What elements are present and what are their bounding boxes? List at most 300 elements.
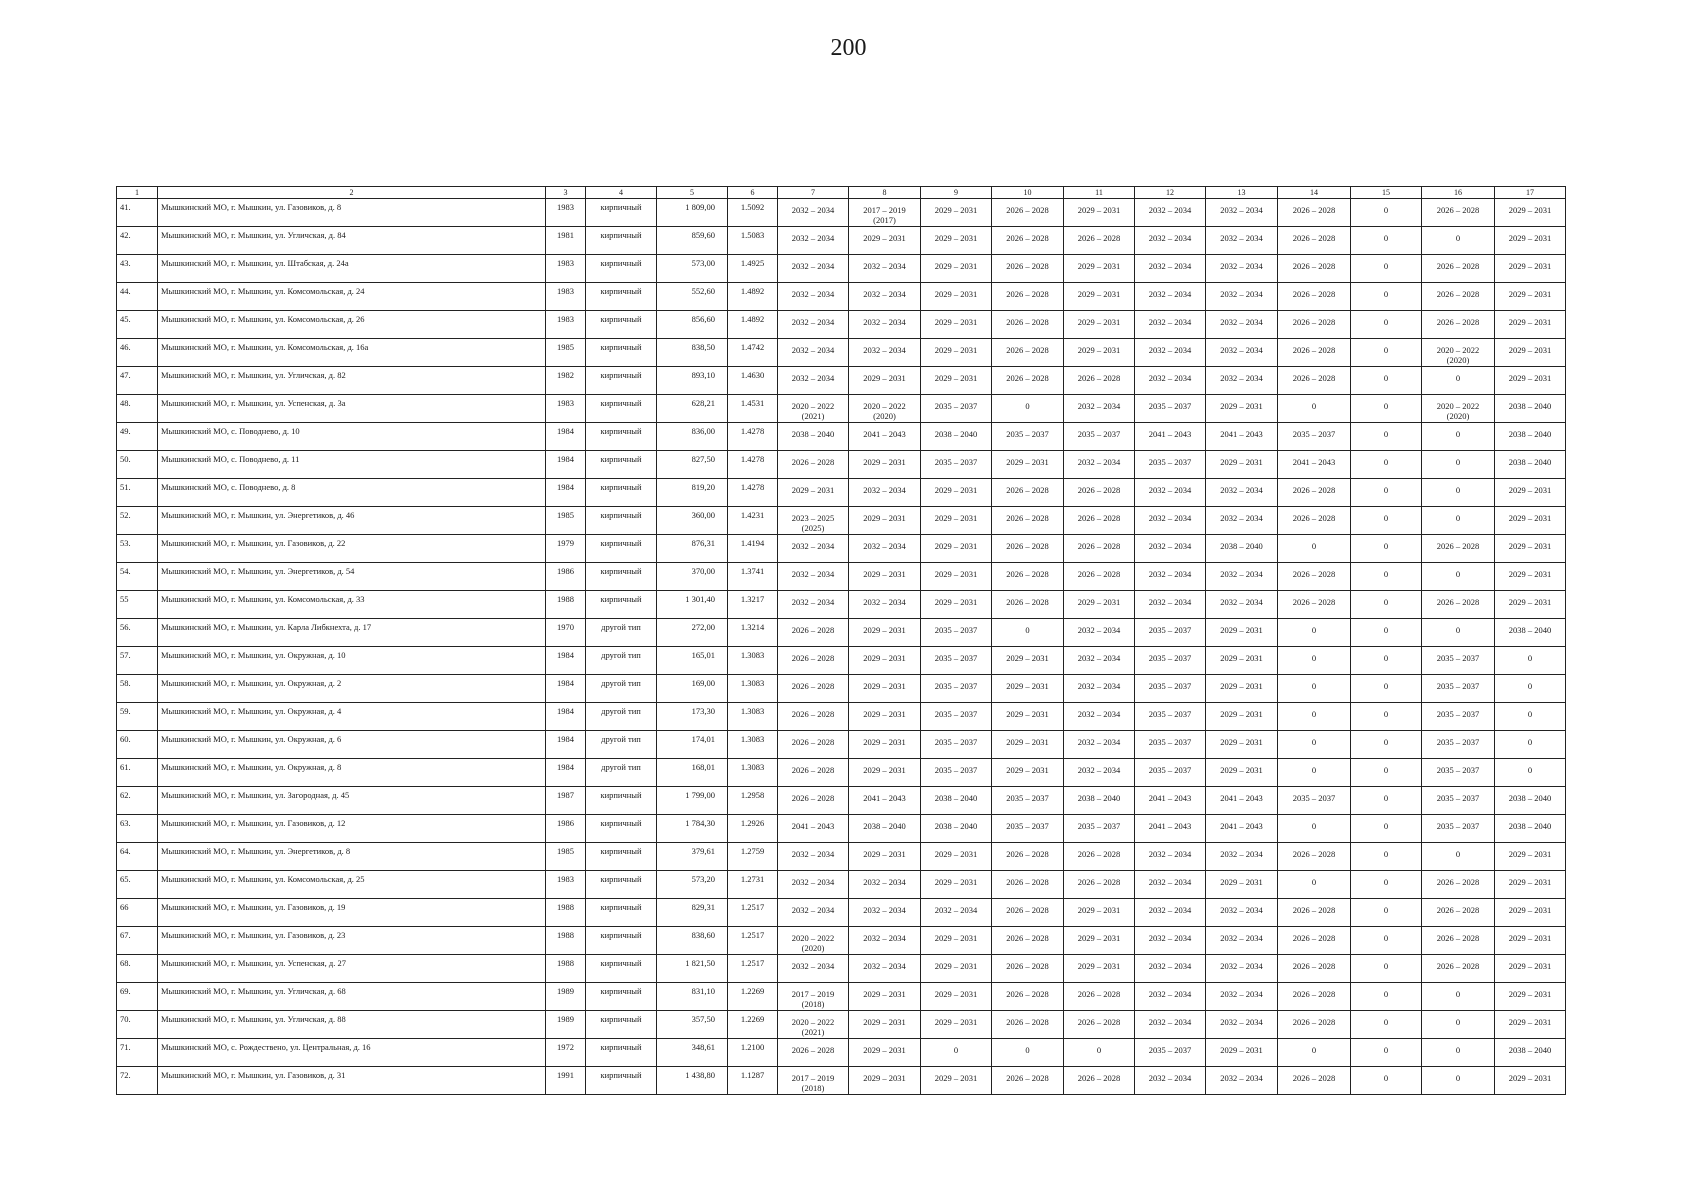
wall-material-cell: кирпичный [586, 1011, 657, 1039]
period-cell-col-14: 0 [1278, 675, 1351, 703]
period-cell-col-14: 2041 – 2043 [1278, 451, 1351, 479]
period-cell-col-11: 2026 – 2028 [1064, 983, 1135, 1011]
area-cell: 168,01 [657, 759, 728, 787]
column-number-17: 17 [1495, 187, 1566, 199]
table-row [117, 255, 1566, 283]
period-cell-col-15: 0 [1351, 955, 1422, 983]
area-cell: 838,50 [657, 339, 728, 367]
period-cell-col-15: 0 [1351, 1011, 1422, 1039]
wall-material-cell: кирпичный [586, 423, 657, 451]
period-cell-col-7: 2017 – 2019 (2018) [778, 983, 849, 1011]
period-cell-col-11: 2032 – 2034 [1064, 675, 1135, 703]
period-cell-col-17: 2029 – 2031 [1495, 591, 1566, 619]
period-cell-col-15: 0 [1351, 451, 1422, 479]
period-cell-col-9: 2029 – 2031 [921, 591, 992, 619]
period-cell-col-12: 2032 – 2034 [1135, 955, 1206, 983]
period-cell-col-7: 2026 – 2028 [778, 451, 849, 479]
row-number-cell: 56. [117, 619, 158, 647]
row-number-cell: 49. [117, 423, 158, 451]
period-cell-col-7: 2032 – 2034 [778, 899, 849, 927]
period-cell-col-11: 2038 – 2040 [1064, 787, 1135, 815]
period-cell-col-16: 0 [1422, 983, 1495, 1011]
period-cell-col-16: 2026 – 2028 [1422, 871, 1495, 899]
period-cell-col-14: 0 [1278, 759, 1351, 787]
period-cell-col-9: 2029 – 2031 [921, 339, 992, 367]
period-cell-col-7: 2032 – 2034 [778, 283, 849, 311]
period-cell-col-8: 2029 – 2031 [849, 1039, 921, 1067]
period-cell-col-11: 2032 – 2034 [1064, 451, 1135, 479]
period-cell-col-7: 2026 – 2028 [778, 731, 849, 759]
period-cell-col-13: 2032 – 2034 [1206, 591, 1278, 619]
period-cell-col-14: 2026 – 2028 [1278, 899, 1351, 927]
period-cell-col-17: 2029 – 2031 [1495, 535, 1566, 563]
period-cell-col-7: 2032 – 2034 [778, 367, 849, 395]
period-cell-col-7: 2020 – 2022 (2021) [778, 395, 849, 423]
period-cell-col-8: 2032 – 2034 [849, 479, 921, 507]
period-cell-col-9: 2029 – 2031 [921, 871, 992, 899]
period-cell-col-7: 2032 – 2034 [778, 227, 849, 255]
period-cell-col-16: 2026 – 2028 [1422, 283, 1495, 311]
period-cell-col-10: 2026 – 2028 [992, 591, 1064, 619]
build-year-cell: 1983 [546, 871, 586, 899]
period-cell-col-9: 2029 – 2031 [921, 535, 992, 563]
wall-material-cell: кирпичный [586, 339, 657, 367]
period-cell-col-13: 2032 – 2034 [1206, 283, 1278, 311]
address-cell: Мышкинский МО, г. Мышкин, ул. Газовиков, д. 8 [158, 199, 546, 227]
period-cell-col-14: 2026 – 2028 [1278, 591, 1351, 619]
period-cell-col-13: 2032 – 2034 [1206, 843, 1278, 871]
period-cell-col-16: 0 [1422, 563, 1495, 591]
period-cell-col-17: 2029 – 2031 [1495, 563, 1566, 591]
period-cell-col-15: 0 [1351, 227, 1422, 255]
period-cell-col-17: 2029 – 2031 [1495, 1067, 1566, 1095]
period-cell-col-14: 2026 – 2028 [1278, 1011, 1351, 1039]
index-cell: 1.3083 [728, 703, 778, 731]
period-cell-col-10: 2029 – 2031 [992, 731, 1064, 759]
index-cell: 1.3083 [728, 647, 778, 675]
period-cell-col-14: 0 [1278, 535, 1351, 563]
period-cell-col-13: 2032 – 2034 [1206, 927, 1278, 955]
wall-material-cell: кирпичный [586, 367, 657, 395]
index-cell: 1.4892 [728, 283, 778, 311]
period-cell-col-13: 2032 – 2034 [1206, 339, 1278, 367]
table-row [117, 227, 1566, 255]
period-cell-col-10: 2026 – 2028 [992, 843, 1064, 871]
row-number-cell: 66 [117, 899, 158, 927]
index-cell: 1.4531 [728, 395, 778, 423]
period-cell-col-9: 2029 – 2031 [921, 283, 992, 311]
period-cell-col-12: 2041 – 2043 [1135, 787, 1206, 815]
period-cell-col-13: 2032 – 2034 [1206, 1067, 1278, 1095]
row-number-cell: 65. [117, 871, 158, 899]
period-cell-col-17: 0 [1495, 731, 1566, 759]
period-cell-col-10: 2026 – 2028 [992, 871, 1064, 899]
period-cell-col-12: 2032 – 2034 [1135, 591, 1206, 619]
period-cell-col-11: 2026 – 2028 [1064, 563, 1135, 591]
period-cell-col-17: 2038 – 2040 [1495, 451, 1566, 479]
period-cell-col-10: 2026 – 2028 [992, 1067, 1064, 1095]
build-year-cell: 1985 [546, 339, 586, 367]
column-number-11: 11 [1064, 187, 1135, 199]
area-cell: 272,00 [657, 619, 728, 647]
period-cell-col-16: 2035 – 2037 [1422, 675, 1495, 703]
row-number-cell: 71. [117, 1039, 158, 1067]
wall-material-cell: кирпичный [586, 815, 657, 843]
period-cell-col-16: 2026 – 2028 [1422, 899, 1495, 927]
period-cell-col-15: 0 [1351, 255, 1422, 283]
period-cell-col-13: 2032 – 2034 [1206, 1011, 1278, 1039]
period-cell-col-14: 0 [1278, 703, 1351, 731]
address-cell: Мышкинский МО, г. Мышкин, ул. Окружная, д. 6 [158, 731, 546, 759]
period-cell-col-15: 0 [1351, 1039, 1422, 1067]
period-cell-col-16: 2035 – 2037 [1422, 787, 1495, 815]
period-cell-col-12: 2032 – 2034 [1135, 507, 1206, 535]
period-cell-col-8: 2038 – 2040 [849, 815, 921, 843]
period-cell-col-8: 2029 – 2031 [849, 507, 921, 535]
address-cell: Мышкинский МО, г. Мышкин, ул. Окружная, д. 8 [158, 759, 546, 787]
period-cell-col-15: 0 [1351, 339, 1422, 367]
period-cell-col-9: 2029 – 2031 [921, 927, 992, 955]
build-year-cell: 1972 [546, 1039, 586, 1067]
period-cell-col-15: 0 [1351, 731, 1422, 759]
wall-material-cell: другой тип [586, 675, 657, 703]
address-cell: Мышкинский МО, г. Мышкин, ул. Угличская, д. 68 [158, 983, 546, 1011]
address-cell: Мышкинский МО, г. Мышкин, ул. Угличская, д. 88 [158, 1011, 546, 1039]
address-cell: Мышкинский МО, с. Поводнево, д. 8 [158, 479, 546, 507]
period-cell-col-13: 2029 – 2031 [1206, 1039, 1278, 1067]
period-cell-col-10: 2026 – 2028 [992, 283, 1064, 311]
address-cell: Мышкинский МО, г. Мышкин, ул. Окружная, д. 10 [158, 647, 546, 675]
wall-material-cell: кирпичный [586, 535, 657, 563]
address-cell: Мышкинский МО, г. Мышкин, ул. Угличская, д. 84 [158, 227, 546, 255]
area-cell: 838,60 [657, 927, 728, 955]
period-cell-col-8: 2029 – 2031 [849, 843, 921, 871]
wall-material-cell: кирпичный [586, 787, 657, 815]
address-cell: Мышкинский МО, г. Мышкин, ул. Газовиков, д. 12 [158, 815, 546, 843]
column-number-15: 15 [1351, 187, 1422, 199]
period-cell-col-15: 0 [1351, 927, 1422, 955]
column-number-10: 10 [992, 187, 1064, 199]
row-number-cell: 50. [117, 451, 158, 479]
index-cell: 1.3741 [728, 563, 778, 591]
period-cell-col-14: 2026 – 2028 [1278, 367, 1351, 395]
period-cell-col-10: 2029 – 2031 [992, 647, 1064, 675]
period-cell-col-12: 2035 – 2037 [1135, 731, 1206, 759]
period-cell-col-12: 2032 – 2034 [1135, 227, 1206, 255]
address-cell: Мышкинский МО, г. Мышкин, ул. Карла Либкнехта, д. 17 [158, 619, 546, 647]
row-number-cell: 46. [117, 339, 158, 367]
index-cell: 1.3214 [728, 619, 778, 647]
wall-material-cell: другой тип [586, 619, 657, 647]
period-cell-col-8: 2029 – 2031 [849, 675, 921, 703]
period-cell-col-12: 2035 – 2037 [1135, 451, 1206, 479]
period-cell-col-13: 2032 – 2034 [1206, 563, 1278, 591]
period-cell-col-8: 2041 – 2043 [849, 787, 921, 815]
period-cell-col-12: 2032 – 2034 [1135, 311, 1206, 339]
address-cell: Мышкинский МО, г. Мышкин, ул. Успенская, д. 27 [158, 955, 546, 983]
area-cell: 370,00 [657, 563, 728, 591]
period-cell-col-10: 2026 – 2028 [992, 367, 1064, 395]
period-cell-col-11: 2029 – 2031 [1064, 311, 1135, 339]
index-cell: 1.1287 [728, 1067, 778, 1095]
area-cell: 165,01 [657, 647, 728, 675]
period-cell-col-12: 2032 – 2034 [1135, 871, 1206, 899]
period-cell-col-16: 2035 – 2037 [1422, 759, 1495, 787]
period-cell-col-7: 2020 – 2022 (2020) [778, 927, 849, 955]
period-cell-col-13: 2029 – 2031 [1206, 675, 1278, 703]
area-cell: 1 799,00 [657, 787, 728, 815]
column-number-8: 8 [849, 187, 921, 199]
build-year-cell: 1985 [546, 507, 586, 535]
period-cell-col-10: 0 [992, 1039, 1064, 1067]
period-cell-col-8: 2029 – 2031 [849, 563, 921, 591]
period-cell-col-16: 2026 – 2028 [1422, 591, 1495, 619]
period-cell-col-16: 2026 – 2028 [1422, 311, 1495, 339]
column-number-3: 3 [546, 187, 586, 199]
table-row [117, 479, 1566, 507]
period-cell-col-9: 2038 – 2040 [921, 423, 992, 451]
address-cell: Мышкинский МО, г. Мышкин, ул. Успенская, д. 3а [158, 395, 546, 423]
period-cell-col-11: 0 [1064, 1039, 1135, 1067]
period-cell-col-16: 2035 – 2037 [1422, 647, 1495, 675]
address-cell: Мышкинский МО, с. Рождествено, ул. Центральная, д. 16 [158, 1039, 546, 1067]
page-number: 200 [830, 35, 867, 61]
build-year-cell: 1989 [546, 1011, 586, 1039]
row-number-cell: 70. [117, 1011, 158, 1039]
period-cell-col-12: 2035 – 2037 [1135, 759, 1206, 787]
row-number-cell: 43. [117, 255, 158, 283]
period-cell-col-15: 0 [1351, 647, 1422, 675]
period-cell-col-9: 2038 – 2040 [921, 787, 992, 815]
period-cell-col-8: 2017 – 2019 (2017) [849, 199, 921, 227]
table-row [117, 283, 1566, 311]
address-cell: Мышкинский МО, г. Мышкин, ул. Загородная, д. 45 [158, 787, 546, 815]
table-row [117, 619, 1566, 647]
period-cell-col-7: 2026 – 2028 [778, 675, 849, 703]
period-cell-col-13: 2029 – 2031 [1206, 451, 1278, 479]
period-cell-col-15: 0 [1351, 535, 1422, 563]
area-cell: 876,31 [657, 535, 728, 563]
wall-material-cell: кирпичный [586, 843, 657, 871]
period-cell-col-10: 2026 – 2028 [992, 535, 1064, 563]
build-year-cell: 1988 [546, 591, 586, 619]
period-cell-col-11: 2026 – 2028 [1064, 367, 1135, 395]
wall-material-cell: кирпичный [586, 255, 657, 283]
build-year-cell: 1989 [546, 983, 586, 1011]
row-number-cell: 72. [117, 1067, 158, 1095]
period-cell-col-17: 2029 – 2031 [1495, 983, 1566, 1011]
period-cell-col-10: 2026 – 2028 [992, 199, 1064, 227]
wall-material-cell: другой тип [586, 759, 657, 787]
build-year-cell: 1988 [546, 955, 586, 983]
period-cell-col-8: 2032 – 2034 [849, 871, 921, 899]
period-cell-col-9: 2029 – 2031 [921, 843, 992, 871]
period-cell-col-11: 2032 – 2034 [1064, 395, 1135, 423]
area-cell: 1 821,50 [657, 955, 728, 983]
period-cell-col-11: 2029 – 2031 [1064, 339, 1135, 367]
period-cell-col-9: 2029 – 2031 [921, 227, 992, 255]
period-cell-col-12: 2032 – 2034 [1135, 1011, 1206, 1039]
period-cell-col-11: 2035 – 2037 [1064, 423, 1135, 451]
build-year-cell: 1984 [546, 675, 586, 703]
period-cell-col-14: 2026 – 2028 [1278, 927, 1351, 955]
index-cell: 1.4742 [728, 339, 778, 367]
period-cell-col-7: 2032 – 2034 [778, 199, 849, 227]
area-cell: 859,60 [657, 227, 728, 255]
period-cell-col-12: 2032 – 2034 [1135, 899, 1206, 927]
period-cell-col-10: 2026 – 2028 [992, 507, 1064, 535]
column-number-row [117, 187, 1566, 199]
period-cell-col-12: 2032 – 2034 [1135, 1067, 1206, 1095]
row-number-cell: 45. [117, 311, 158, 339]
build-year-cell: 1984 [546, 647, 586, 675]
period-cell-col-9: 2035 – 2037 [921, 619, 992, 647]
period-cell-col-16: 2020 – 2022 (2020) [1422, 395, 1495, 423]
period-cell-col-10: 2026 – 2028 [992, 479, 1064, 507]
area-cell: 1 809,00 [657, 199, 728, 227]
period-cell-col-8: 2032 – 2034 [849, 283, 921, 311]
column-number-13: 13 [1206, 187, 1278, 199]
table-row [117, 339, 1566, 367]
period-cell-col-11: 2029 – 2031 [1064, 955, 1135, 983]
address-cell: Мышкинский МО, г. Мышкин, ул. Энергетиков, д. 54 [158, 563, 546, 591]
area-cell: 360,00 [657, 507, 728, 535]
table-row [117, 1011, 1566, 1039]
period-cell-col-8: 2020 – 2022 (2020) [849, 395, 921, 423]
period-cell-col-8: 2029 – 2031 [849, 1067, 921, 1095]
period-cell-col-13: 2029 – 2031 [1206, 871, 1278, 899]
address-cell: Мышкинский МО, г. Мышкин, ул. Газовиков, д. 22 [158, 535, 546, 563]
period-cell-col-16: 2026 – 2028 [1422, 199, 1495, 227]
table-body [117, 199, 1566, 1095]
period-cell-col-8: 2032 – 2034 [849, 255, 921, 283]
wall-material-cell: другой тип [586, 731, 657, 759]
wall-material-cell: кирпичный [586, 311, 657, 339]
period-cell-col-11: 2026 – 2028 [1064, 507, 1135, 535]
housing-register-table [116, 186, 1566, 1095]
period-cell-col-7: 2032 – 2034 [778, 311, 849, 339]
period-cell-col-15: 0 [1351, 199, 1422, 227]
period-cell-col-8: 2029 – 2031 [849, 983, 921, 1011]
period-cell-col-7: 2026 – 2028 [778, 759, 849, 787]
period-cell-col-12: 2041 – 2043 [1135, 423, 1206, 451]
area-cell: 169,00 [657, 675, 728, 703]
table-row [117, 871, 1566, 899]
index-cell: 1.4925 [728, 255, 778, 283]
period-cell-col-8: 2029 – 2031 [849, 703, 921, 731]
period-cell-col-15: 0 [1351, 507, 1422, 535]
period-cell-col-11: 2026 – 2028 [1064, 1011, 1135, 1039]
table-row [117, 759, 1566, 787]
period-cell-col-13: 2032 – 2034 [1206, 955, 1278, 983]
row-number-cell: 57. [117, 647, 158, 675]
index-cell: 1.5083 [728, 227, 778, 255]
period-cell-col-15: 0 [1351, 815, 1422, 843]
period-cell-col-17: 0 [1495, 703, 1566, 731]
period-cell-col-13: 2029 – 2031 [1206, 759, 1278, 787]
build-year-cell: 1991 [546, 1067, 586, 1095]
period-cell-col-9: 2038 – 2040 [921, 815, 992, 843]
period-cell-col-7: 2032 – 2034 [778, 535, 849, 563]
period-cell-col-7: 2032 – 2034 [778, 339, 849, 367]
table-row [117, 899, 1566, 927]
row-number-cell: 44. [117, 283, 158, 311]
period-cell-col-12: 2032 – 2034 [1135, 843, 1206, 871]
period-cell-col-13: 2032 – 2034 [1206, 899, 1278, 927]
table-row [117, 843, 1566, 871]
table-row [117, 955, 1566, 983]
period-cell-col-11: 2026 – 2028 [1064, 1067, 1135, 1095]
wall-material-cell: кирпичный [586, 451, 657, 479]
period-cell-col-15: 0 [1351, 703, 1422, 731]
wall-material-cell: кирпичный [586, 871, 657, 899]
wall-material-cell: кирпичный [586, 507, 657, 535]
period-cell-col-11: 2032 – 2034 [1064, 759, 1135, 787]
build-year-cell: 1988 [546, 899, 586, 927]
period-cell-col-7: 2032 – 2034 [778, 591, 849, 619]
table-row [117, 647, 1566, 675]
wall-material-cell: кирпичный [586, 899, 657, 927]
period-cell-col-16: 0 [1422, 367, 1495, 395]
period-cell-col-12: 2035 – 2037 [1135, 675, 1206, 703]
period-cell-col-13: 2032 – 2034 [1206, 311, 1278, 339]
period-cell-col-10: 2029 – 2031 [992, 675, 1064, 703]
period-cell-col-8: 2041 – 2043 [849, 423, 921, 451]
build-year-cell: 1983 [546, 311, 586, 339]
period-cell-col-14: 2026 – 2028 [1278, 1067, 1351, 1095]
row-number-cell: 42. [117, 227, 158, 255]
period-cell-col-15: 0 [1351, 787, 1422, 815]
period-cell-col-17: 2029 – 2031 [1495, 367, 1566, 395]
period-cell-col-17: 0 [1495, 647, 1566, 675]
period-cell-col-15: 0 [1351, 423, 1422, 451]
period-cell-col-8: 2032 – 2034 [849, 955, 921, 983]
index-cell: 1.3217 [728, 591, 778, 619]
column-number-6: 6 [728, 187, 778, 199]
period-cell-col-12: 2032 – 2034 [1135, 367, 1206, 395]
period-cell-col-8: 2032 – 2034 [849, 339, 921, 367]
period-cell-col-15: 0 [1351, 311, 1422, 339]
area-cell: 357,50 [657, 1011, 728, 1039]
period-cell-col-16: 0 [1422, 507, 1495, 535]
address-cell: Мышкинский МО, г. Мышкин, ул. Комсомольская, д. 25 [158, 871, 546, 899]
area-cell: 174,01 [657, 731, 728, 759]
period-cell-col-9: 0 [921, 1039, 992, 1067]
column-number-14: 14 [1278, 187, 1351, 199]
period-cell-col-12: 2032 – 2034 [1135, 563, 1206, 591]
row-number-cell: 61. [117, 759, 158, 787]
period-cell-col-9: 2029 – 2031 [921, 479, 992, 507]
period-cell-col-9: 2035 – 2037 [921, 759, 992, 787]
wall-material-cell: другой тип [586, 703, 657, 731]
period-cell-col-10: 2026 – 2028 [992, 339, 1064, 367]
period-cell-col-9: 2035 – 2037 [921, 395, 992, 423]
row-number-cell: 41. [117, 199, 158, 227]
period-cell-col-12: 2035 – 2037 [1135, 395, 1206, 423]
period-cell-col-14: 2035 – 2037 [1278, 787, 1351, 815]
wall-material-cell: кирпичный [586, 983, 657, 1011]
period-cell-col-15: 0 [1351, 899, 1422, 927]
period-cell-col-14: 2035 – 2037 [1278, 423, 1351, 451]
period-cell-col-15: 0 [1351, 871, 1422, 899]
column-number-1: 1 [117, 187, 158, 199]
build-year-cell: 1984 [546, 423, 586, 451]
index-cell: 1.4278 [728, 451, 778, 479]
area-cell: 552,60 [657, 283, 728, 311]
period-cell-col-8: 2032 – 2034 [849, 311, 921, 339]
period-cell-col-16: 0 [1422, 843, 1495, 871]
period-cell-col-8: 2029 – 2031 [849, 647, 921, 675]
